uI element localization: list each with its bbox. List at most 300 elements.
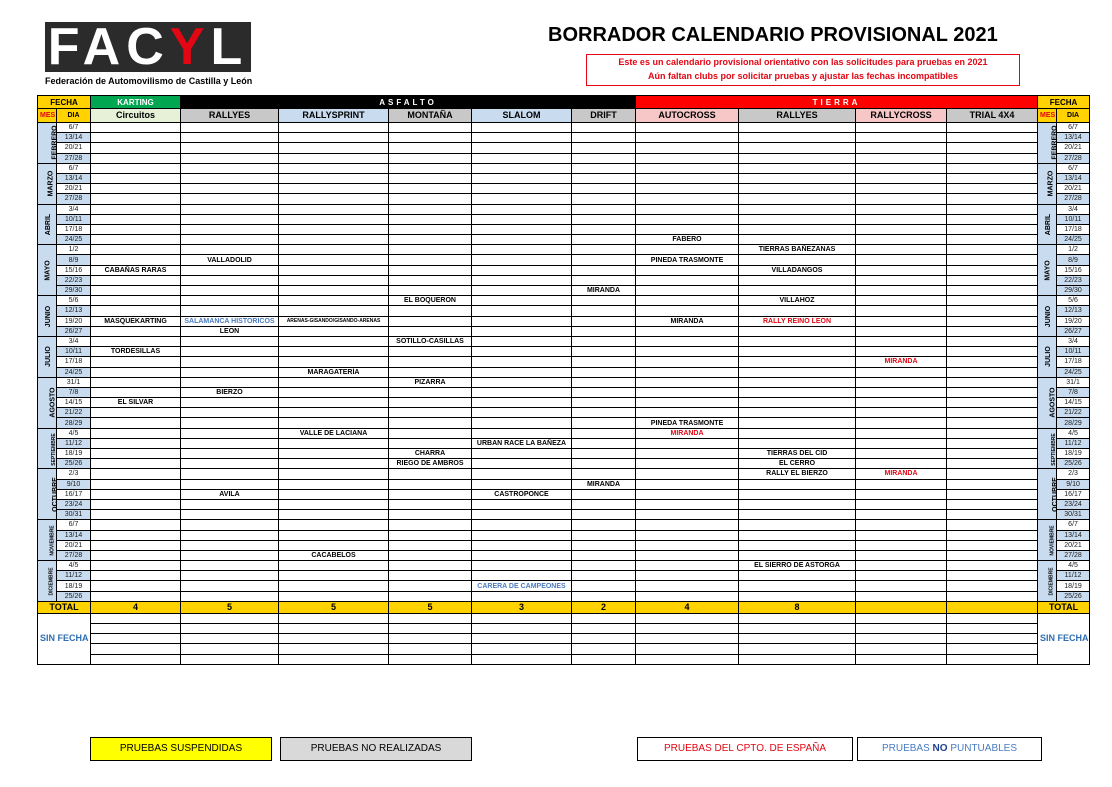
- day-cell-left: 20/21: [57, 143, 91, 153]
- empty-cell: [279, 581, 389, 591]
- empty-cell: [279, 408, 389, 418]
- empty-cell: [739, 347, 856, 357]
- empty-cell: [636, 408, 739, 418]
- karting-header: KARTING: [91, 96, 181, 109]
- empty-cell: [279, 634, 389, 644]
- day-cell-right: 13/14: [1057, 530, 1090, 540]
- empty-cell: [389, 387, 472, 397]
- empty-cell: [947, 520, 1038, 530]
- empty-cell: [947, 591, 1038, 601]
- mes-header-left: MES: [38, 109, 57, 123]
- calendar-row: [38, 275, 1090, 285]
- dia-header-right: DIA: [1057, 109, 1090, 123]
- empty-cell: [636, 275, 739, 285]
- empty-cell: [947, 571, 1038, 581]
- empty-cell: [472, 275, 572, 285]
- empty-cell: [389, 520, 472, 530]
- empty-cell: [279, 377, 389, 387]
- empty-cell: [856, 224, 947, 234]
- empty-cell: [91, 469, 181, 479]
- day-cell-right: 24/25: [1057, 235, 1090, 245]
- empty-cell: [91, 561, 181, 571]
- empty-cell: [572, 624, 636, 634]
- day-cell-left: 8/9: [57, 255, 91, 265]
- empty-cell: [181, 123, 279, 133]
- day-cell-right: 27/28: [1057, 153, 1090, 163]
- empty-cell: [856, 591, 947, 601]
- empty-cell: [91, 163, 181, 173]
- day-cell-right: 27/28: [1057, 194, 1090, 204]
- calendar-row: [38, 204, 1090, 214]
- empty-cell: [739, 357, 856, 367]
- tierra-header: TIERRA: [636, 96, 1038, 109]
- empty-cell: [472, 326, 572, 336]
- event-cell: MIRANDA: [572, 479, 636, 489]
- month-label-left: [38, 204, 57, 245]
- empty-cell: [472, 173, 572, 183]
- day-cell-left: 22/23: [57, 275, 91, 285]
- empty-cell: [91, 644, 181, 654]
- month-name: NOVIEMBRE: [1049, 525, 1056, 556]
- month-label-right: [1038, 469, 1057, 520]
- empty-cell: [279, 438, 389, 448]
- empty-cell: [947, 449, 1038, 459]
- event-cell: TIERRAS BAÑEZANAS: [739, 245, 856, 255]
- month-name: DICIEMBRE: [1048, 567, 1055, 596]
- empty-cell: [389, 581, 472, 591]
- empty-cell: [472, 613, 572, 623]
- empty-cell: [636, 387, 739, 397]
- day-cell-left: 11/12: [57, 438, 91, 448]
- empty-cell: [279, 347, 389, 357]
- day-cell-left: 14/15: [57, 398, 91, 408]
- month-label-right: [1038, 428, 1057, 469]
- empty-cell: [279, 561, 389, 571]
- empty-cell: [279, 644, 389, 654]
- empty-cell: [279, 336, 389, 346]
- empty-cell: [739, 133, 856, 143]
- empty-cell: [636, 133, 739, 143]
- empty-cell: [91, 428, 181, 438]
- empty-cell: [572, 173, 636, 183]
- empty-cell: [856, 418, 947, 428]
- day-cell-right: 22/23: [1057, 275, 1090, 285]
- empty-cell: [91, 438, 181, 448]
- empty-cell: [472, 624, 572, 634]
- day-cell-left: 10/11: [57, 214, 91, 224]
- empty-cell: [572, 387, 636, 397]
- sin-fecha-row: [38, 613, 1090, 623]
- empty-cell: [739, 634, 856, 644]
- empty-cell: [856, 561, 947, 571]
- empty-cell: [279, 520, 389, 530]
- month-label-right: [1038, 561, 1057, 602]
- empty-cell: [181, 153, 279, 163]
- calendar-row: [38, 408, 1090, 418]
- empty-cell: [472, 255, 572, 265]
- empty-cell: [181, 245, 279, 255]
- notice-line-1: Este es un calendario provisional orientativo con las solicitudes para pruebas en 2021: [618, 57, 988, 67]
- empty-cell: [739, 235, 856, 245]
- event-cell: CARERA DE CAMPEONES: [472, 581, 572, 591]
- day-cell-right: 15/16: [1057, 265, 1090, 275]
- empty-cell: [181, 347, 279, 357]
- empty-cell: [947, 336, 1038, 346]
- empty-cell: [572, 143, 636, 153]
- day-cell-right: 23/24: [1057, 499, 1090, 509]
- empty-cell: [279, 123, 389, 133]
- empty-cell: [472, 245, 572, 255]
- day-cell-right: 17/18: [1057, 224, 1090, 234]
- day-cell-left: 2/3: [57, 469, 91, 479]
- month-name: MARZO: [47, 170, 55, 197]
- month-name: JULIO: [44, 346, 52, 368]
- empty-cell: [636, 367, 739, 377]
- day-cell-left: 5/6: [57, 296, 91, 306]
- empty-cell: [279, 499, 389, 509]
- empty-cell: [91, 123, 181, 133]
- empty-cell: [389, 184, 472, 194]
- event-cell: MARAGATERÍA: [279, 367, 389, 377]
- empty-cell: [636, 624, 739, 634]
- empty-cell: [856, 387, 947, 397]
- empty-cell: [947, 204, 1038, 214]
- page-title: BORRADOR CALENDARIO PROVISIONAL 2021: [548, 24, 998, 46]
- empty-cell: [472, 418, 572, 428]
- empty-cell: [856, 613, 947, 623]
- empty-cell: [572, 428, 636, 438]
- empty-cell: [389, 367, 472, 377]
- empty-cell: [947, 644, 1038, 654]
- empty-cell: [389, 143, 472, 153]
- empty-cell: [472, 316, 572, 326]
- month-label-right: [1038, 377, 1057, 428]
- month-label-right: [1038, 296, 1057, 337]
- day-cell-right: 12/13: [1057, 306, 1090, 316]
- empty-cell: [472, 143, 572, 153]
- empty-cell: [636, 510, 739, 520]
- event-cell: RALLY REINO LEON: [739, 316, 856, 326]
- empty-cell: [279, 479, 389, 489]
- day-cell-left: 26/27: [57, 326, 91, 336]
- month-name: SEPTIEMBRE: [1050, 432, 1057, 466]
- event-cell: FABERO: [636, 235, 739, 245]
- empty-cell: [636, 377, 739, 387]
- day-cell-right: 20/21: [1057, 540, 1090, 550]
- event-cell: VILLAHOZ: [739, 296, 856, 306]
- empty-cell: [389, 398, 472, 408]
- empty-cell: [279, 255, 389, 265]
- calendar-row: [38, 449, 1090, 459]
- empty-cell: [181, 479, 279, 489]
- empty-cell: [947, 613, 1038, 623]
- day-cell-right: 27/28: [1057, 550, 1090, 560]
- event-cell: VALLE DE LACIANA: [279, 428, 389, 438]
- empty-cell: [947, 398, 1038, 408]
- empty-cell: [856, 479, 947, 489]
- day-cell-right: 24/25: [1057, 367, 1090, 377]
- empty-cell: [947, 469, 1038, 479]
- event-cell: RIEGO DE AMBROS: [389, 459, 472, 469]
- empty-cell: [636, 123, 739, 133]
- day-cell-right: 11/12: [1057, 438, 1090, 448]
- empty-cell: [472, 428, 572, 438]
- day-cell-left: 1/2: [57, 245, 91, 255]
- month-name: ABRIL: [1045, 213, 1053, 236]
- event-cell: AVILA: [181, 489, 279, 499]
- empty-cell: [739, 204, 856, 214]
- col-header-slalom: SLALOM: [472, 109, 572, 123]
- empty-cell: [856, 644, 947, 654]
- empty-cell: [91, 133, 181, 143]
- empty-cell: [572, 184, 636, 194]
- empty-cell: [947, 153, 1038, 163]
- col-header-rallyes-tierra: RALLYES: [739, 109, 856, 123]
- empty-cell: [636, 499, 739, 509]
- day-cell-left: 17/18: [57, 224, 91, 234]
- calendar-row: [38, 194, 1090, 204]
- day-cell-left: 11/12: [57, 571, 91, 581]
- empty-cell: [91, 204, 181, 214]
- month-label-left: [38, 245, 57, 296]
- empty-cell: [636, 634, 739, 644]
- empty-cell: [472, 387, 572, 397]
- empty-cell: [181, 644, 279, 654]
- empty-cell: [856, 173, 947, 183]
- empty-cell: [856, 286, 947, 296]
- empty-cell: [279, 214, 389, 224]
- month-name: JULIO: [1044, 346, 1052, 368]
- calendar-row: [38, 387, 1090, 397]
- empty-cell: [279, 398, 389, 408]
- empty-cell: [856, 194, 947, 204]
- empty-cell: [389, 561, 472, 571]
- empty-cell: [279, 449, 389, 459]
- day-cell-left: 20/21: [57, 540, 91, 550]
- empty-cell: [636, 644, 739, 654]
- day-cell-left: 13/14: [57, 173, 91, 183]
- day-cell-right: 16/17: [1057, 489, 1090, 499]
- empty-cell: [91, 520, 181, 530]
- empty-cell: [181, 624, 279, 634]
- header-row-columns: [38, 109, 1090, 123]
- empty-cell: [91, 408, 181, 418]
- day-cell-right: 6/7: [1057, 123, 1090, 133]
- empty-cell: [947, 306, 1038, 316]
- empty-cell: [636, 459, 739, 469]
- sin-fecha-row: [38, 624, 1090, 634]
- month-label-right: [1038, 520, 1057, 561]
- total-value: [947, 601, 1038, 613]
- empty-cell: [472, 479, 572, 489]
- empty-cell: [472, 184, 572, 194]
- event-cell: SOTILLO-CASILLAS: [389, 336, 472, 346]
- empty-cell: [739, 224, 856, 234]
- empty-cell: [572, 153, 636, 163]
- empty-cell: [947, 408, 1038, 418]
- day-cell-right: 28/29: [1057, 418, 1090, 428]
- empty-cell: [739, 173, 856, 183]
- empty-cell: [472, 510, 572, 520]
- empty-cell: [389, 408, 472, 418]
- empty-cell: [856, 499, 947, 509]
- empty-cell: [91, 286, 181, 296]
- empty-cell: [181, 163, 279, 173]
- empty-cell: [947, 286, 1038, 296]
- empty-cell: [389, 613, 472, 623]
- empty-cell: [91, 357, 181, 367]
- empty-cell: [739, 275, 856, 285]
- empty-cell: [91, 634, 181, 644]
- empty-cell: [279, 275, 389, 285]
- calendar-row: [38, 143, 1090, 153]
- calendar-row: [38, 418, 1090, 428]
- empty-cell: [472, 591, 572, 601]
- empty-cell: [572, 408, 636, 418]
- legend-non-scoring: PRUEBAS NO PUNTUABLES: [857, 737, 1042, 761]
- empty-cell: [856, 265, 947, 275]
- month-name: OCTUBRE: [1051, 477, 1059, 512]
- event-cell: MASQUEKARTING: [91, 316, 181, 326]
- day-cell-left: 30/31: [57, 510, 91, 520]
- sin-fecha-row: [38, 634, 1090, 644]
- empty-cell: [181, 235, 279, 245]
- dia-header-left: DIA: [57, 109, 91, 123]
- day-cell-right: 2/3: [1057, 469, 1090, 479]
- empty-cell: [947, 459, 1038, 469]
- empty-cell: [572, 133, 636, 143]
- empty-cell: [636, 581, 739, 591]
- day-cell-right: 18/19: [1057, 449, 1090, 459]
- month-name: JUNIO: [45, 305, 53, 327]
- month-label-right: [1038, 336, 1057, 377]
- month-label-left: [38, 520, 57, 561]
- empty-cell: [389, 571, 472, 581]
- empty-cell: [856, 459, 947, 469]
- day-cell-left: 7/8: [57, 387, 91, 397]
- empty-cell: [181, 634, 279, 644]
- day-cell-right: 3/4: [1057, 336, 1090, 346]
- total-value: [856, 601, 947, 613]
- total-value: 5: [181, 601, 279, 613]
- empty-cell: [389, 489, 472, 499]
- calendar-row: [38, 184, 1090, 194]
- empty-cell: [181, 286, 279, 296]
- empty-cell: [279, 387, 389, 397]
- empty-cell: [279, 184, 389, 194]
- event-cell: PIZARRA: [389, 377, 472, 387]
- calendar-row: [38, 133, 1090, 143]
- total-value: 5: [389, 601, 472, 613]
- col-header-rallysprint: RALLYSPRINT: [279, 109, 389, 123]
- total-label-left: TOTAL: [38, 601, 91, 613]
- month-label-right: [1038, 245, 1057, 296]
- empty-cell: [91, 143, 181, 153]
- empty-cell: [91, 235, 181, 245]
- empty-cell: [389, 644, 472, 654]
- month-name: DICIEMBRE: [48, 567, 55, 596]
- empty-cell: [472, 163, 572, 173]
- calendar-row: [38, 245, 1090, 255]
- month-name: SEPTIEMBRE: [50, 432, 57, 466]
- empty-cell: [389, 194, 472, 204]
- empty-cell: [472, 530, 572, 540]
- empty-cell: [91, 624, 181, 634]
- calendar-row: [38, 520, 1090, 530]
- empty-cell: [472, 194, 572, 204]
- event-cell: VILLADANGOS: [739, 265, 856, 275]
- empty-cell: [739, 214, 856, 224]
- day-cell-left: 17/18: [57, 357, 91, 367]
- empty-cell: [472, 654, 572, 664]
- calendar-row: [38, 398, 1090, 408]
- empty-cell: [856, 489, 947, 499]
- fecha-header-left: FECHA: [38, 96, 91, 109]
- empty-cell: [636, 550, 739, 560]
- empty-cell: [181, 204, 279, 214]
- day-cell-right: 29/30: [1057, 286, 1090, 296]
- day-cell-left: 27/28: [57, 153, 91, 163]
- empty-cell: [572, 418, 636, 428]
- sin-fecha-row: [38, 644, 1090, 654]
- empty-cell: [389, 550, 472, 560]
- empty-cell: [389, 591, 472, 601]
- calendar-row: [38, 571, 1090, 581]
- empty-cell: [181, 540, 279, 550]
- empty-cell: [91, 275, 181, 285]
- day-cell-right: 21/22: [1057, 408, 1090, 418]
- col-header-rallyes-asfalto: RALLYES: [181, 109, 279, 123]
- empty-cell: [181, 133, 279, 143]
- empty-cell: [91, 654, 181, 664]
- empty-cell: [181, 613, 279, 623]
- empty-cell: [389, 173, 472, 183]
- empty-cell: [856, 133, 947, 143]
- day-cell-left: 25/26: [57, 591, 91, 601]
- month-name: AGOSTO: [1049, 387, 1057, 418]
- empty-cell: [279, 306, 389, 316]
- empty-cell: [572, 530, 636, 540]
- empty-cell: [279, 357, 389, 367]
- empty-cell: [472, 265, 572, 275]
- calendar-row: [38, 153, 1090, 163]
- empty-cell: [947, 540, 1038, 550]
- empty-cell: [389, 265, 472, 275]
- empty-cell: [947, 418, 1038, 428]
- empty-cell: [181, 459, 279, 469]
- day-cell-left: 27/28: [57, 550, 91, 560]
- empty-cell: [389, 634, 472, 644]
- empty-cell: [279, 326, 389, 336]
- calendar-row: [38, 265, 1090, 275]
- empty-cell: [91, 296, 181, 306]
- empty-cell: [947, 489, 1038, 499]
- month-name: MAYO: [44, 260, 52, 281]
- day-cell-right: 9/10: [1057, 479, 1090, 489]
- empty-cell: [856, 367, 947, 377]
- day-cell-left: 3/4: [57, 204, 91, 214]
- empty-cell: [856, 510, 947, 520]
- empty-cell: [739, 184, 856, 194]
- calendar-row: [38, 235, 1090, 245]
- empty-cell: [91, 173, 181, 183]
- empty-cell: [739, 418, 856, 428]
- empty-cell: [91, 459, 181, 469]
- day-cell-left: 20/21: [57, 184, 91, 194]
- empty-cell: [739, 644, 856, 654]
- empty-cell: [947, 634, 1038, 644]
- empty-cell: [739, 540, 856, 550]
